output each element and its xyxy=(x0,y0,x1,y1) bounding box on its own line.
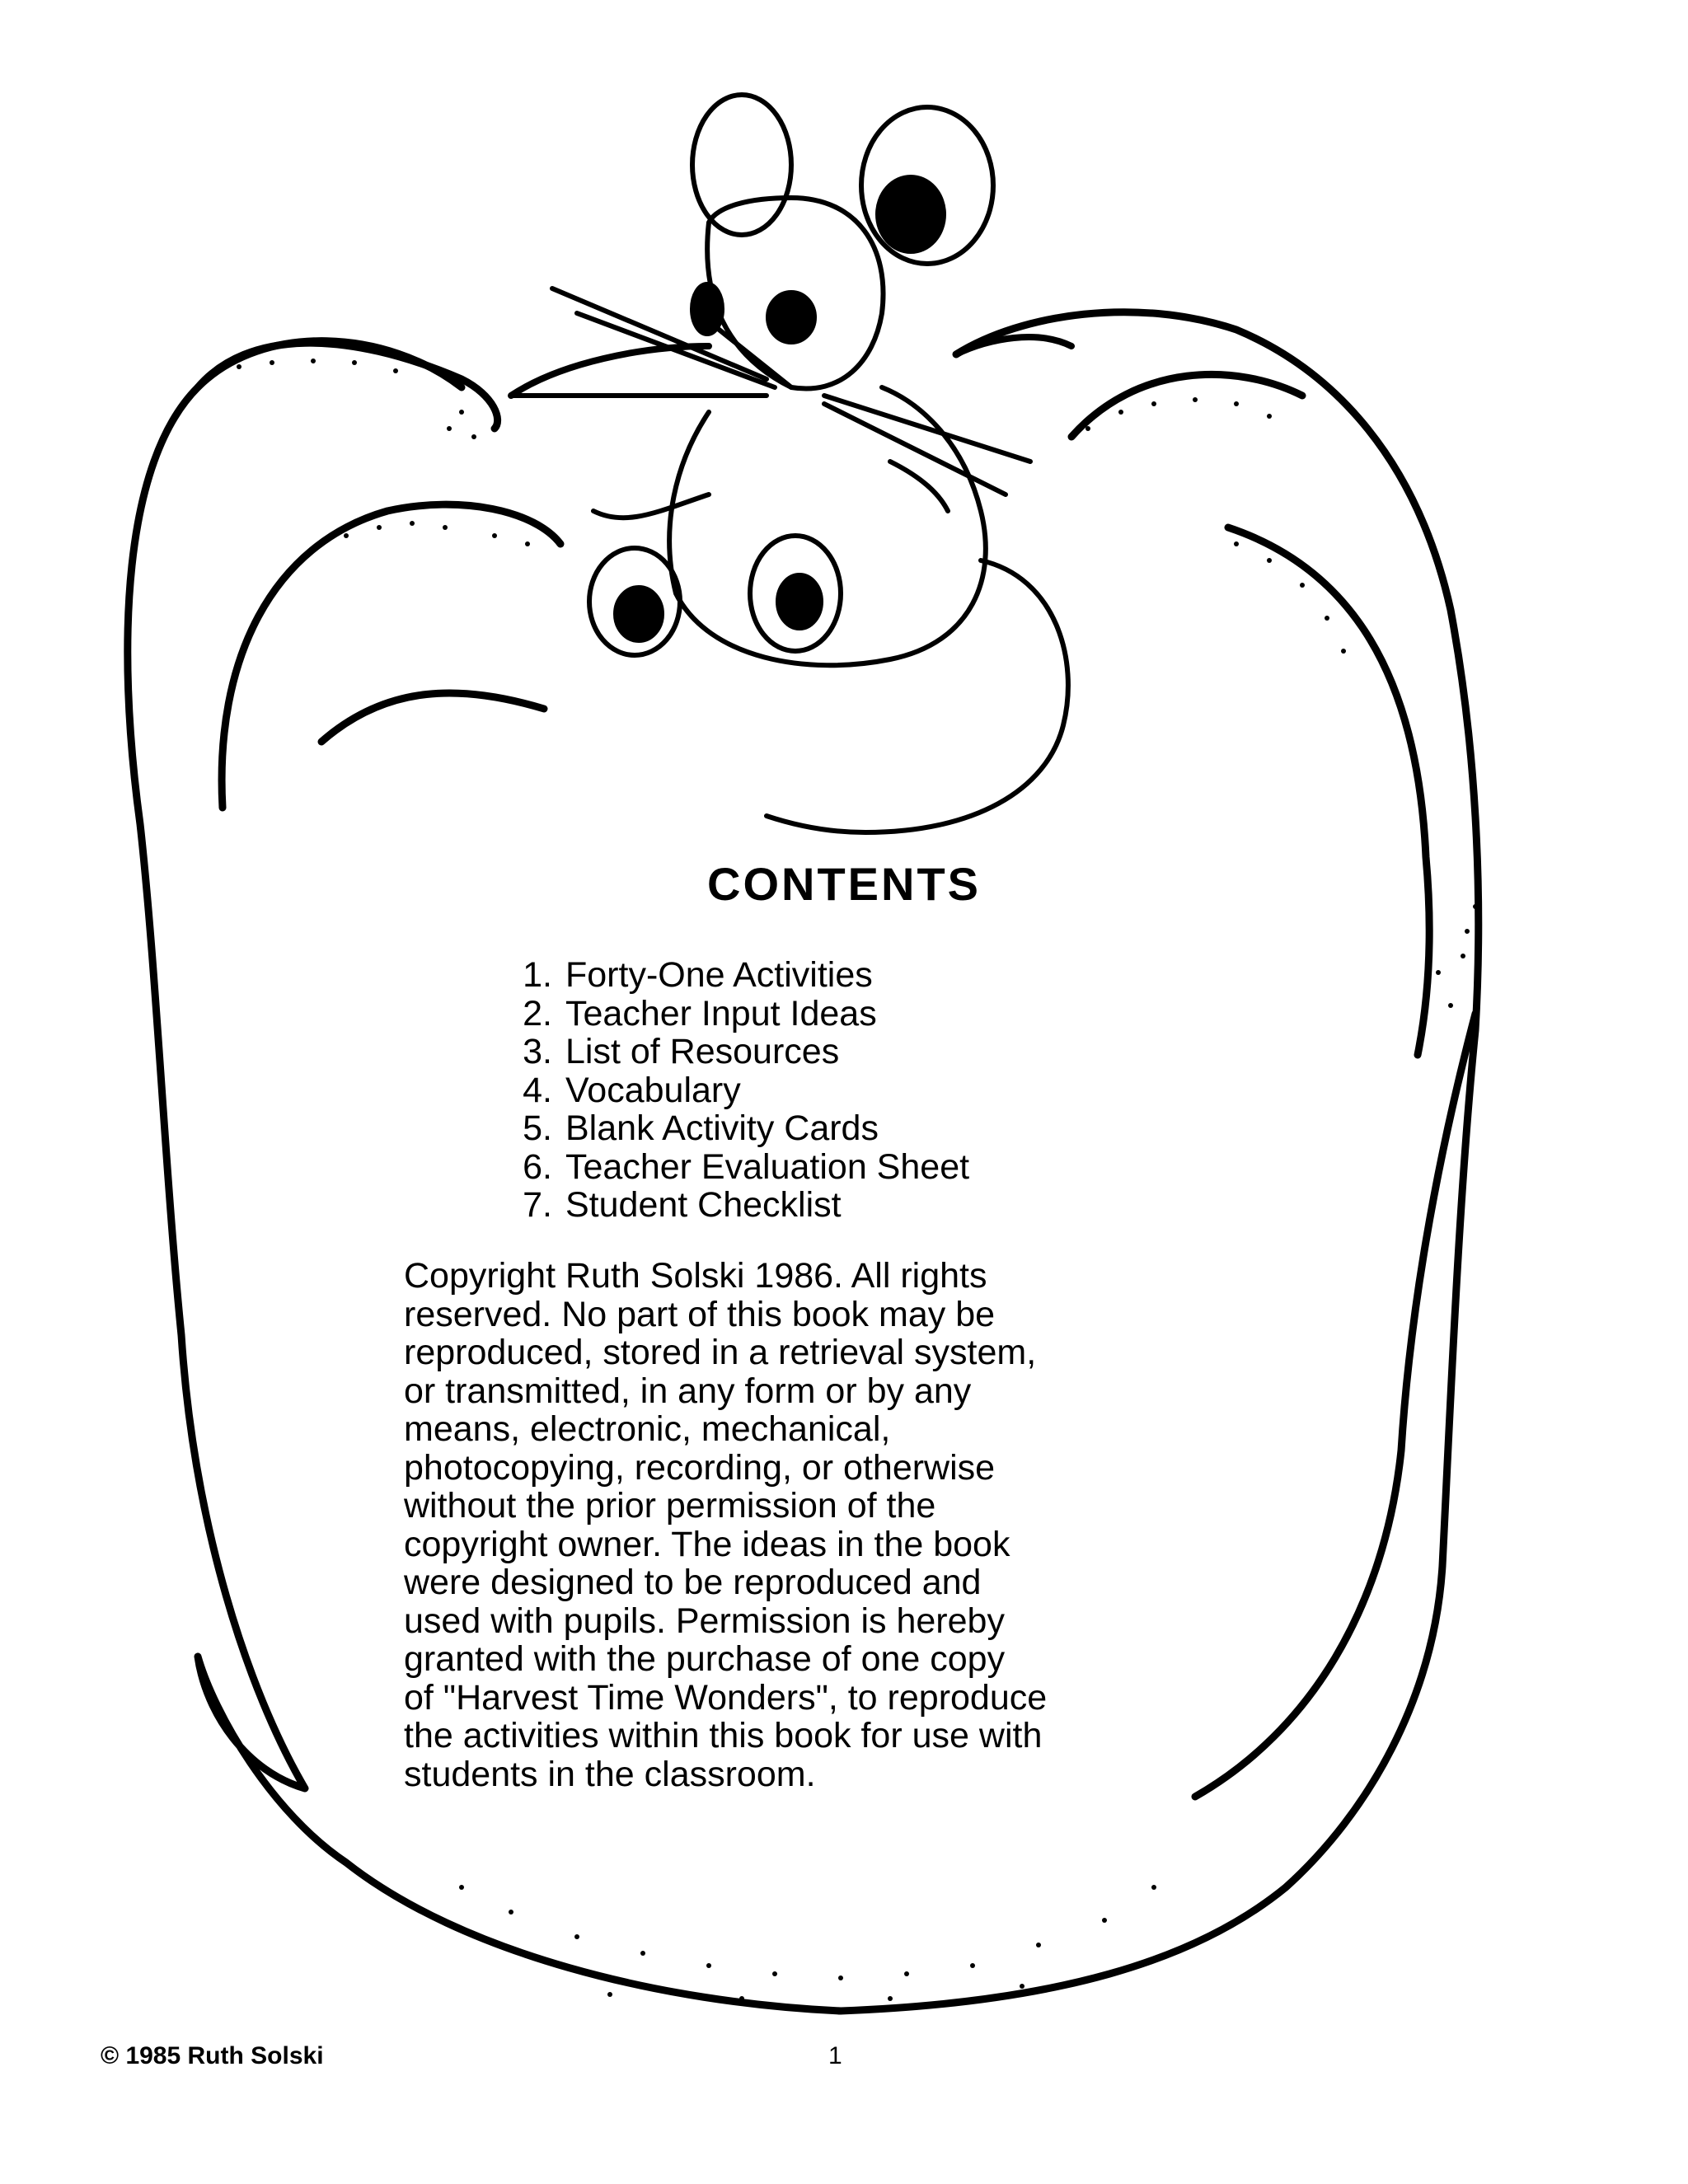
copyright-notice xyxy=(404,1257,1195,1793)
copyright-line: reproduced, stored in a retrieval system, xyxy=(404,1333,1037,1372)
list-item: 2. Teacher Input Ideas xyxy=(523,993,877,1033)
copyright-line: without the prior permission of the xyxy=(404,1486,936,1526)
copyright-line: reserved. No part of this book may be xyxy=(404,1294,996,1334)
copyright-line: photocopying, recording, or otherwise xyxy=(404,1447,996,1488)
pepper-top-right xyxy=(956,337,1071,354)
contents-item-label: Forty-One Activities xyxy=(565,955,873,995)
copyright-line: means, electronic, mechanical, xyxy=(404,1409,891,1449)
copyright-line: copyright owner. The ideas in the book xyxy=(404,1524,1010,1564)
pepper-right-side xyxy=(1195,1014,1475,1797)
list-item: 3. List of Resources xyxy=(523,1032,840,1071)
contents-item-label: Teacher Evaluation Sheet xyxy=(565,1146,970,1187)
pepper-right-lobe xyxy=(1071,374,1302,437)
page-number: 1 xyxy=(828,2042,842,2069)
contents-list xyxy=(495,956,969,1225)
copyright-line: were designed to be reproduced and xyxy=(404,1563,982,1602)
mouse-right-arm xyxy=(890,462,948,511)
contents-item-label: Blank Activity Cards xyxy=(565,1108,879,1148)
pepper-left-lobe xyxy=(198,343,498,429)
copyright-line: the activities within this book for use with xyxy=(404,1716,1043,1755)
list-item: 4. Vocabulary xyxy=(523,1070,741,1110)
list-item: 1. Forty-One Activities xyxy=(523,955,873,995)
contents-item-label: Vocabulary xyxy=(565,1070,741,1110)
list-item: 6. Teacher Evaluation Sheet xyxy=(523,1146,970,1187)
copyright-line: of "Harvest Time Wonders", to reproduce xyxy=(404,1677,1048,1718)
mouse-body xyxy=(669,387,986,665)
footer-copyright: © 1985 Ruth Solski xyxy=(101,2042,324,2069)
pepper-left-inner xyxy=(222,504,560,808)
contents-item-label: Teacher Input Ideas xyxy=(565,993,877,1033)
copyright-line: Copyright Ruth Solski 1986. All rights xyxy=(404,1256,987,1296)
copyright-line: students in the classroom. xyxy=(404,1754,816,1794)
mouse-right-eye xyxy=(768,293,814,342)
contents-item-label: List of Resources xyxy=(565,1032,840,1071)
list-item: 5. Blank Activity Cards xyxy=(523,1108,879,1148)
copyright-line: used with pupils. Permission is hereby xyxy=(404,1601,1005,1641)
copyright-line: or transmitted, in any form or by any xyxy=(404,1371,972,1411)
pepper-left-fold xyxy=(321,693,544,742)
contents-title: CONTENTS xyxy=(707,858,981,910)
mouse-left-ear xyxy=(692,95,791,235)
list-item: 7. Student Checklist xyxy=(523,1185,842,1225)
mouse-drawing xyxy=(511,95,1068,832)
contents-item-label: Student Checklist xyxy=(565,1185,842,1225)
pepper-right-inner xyxy=(1228,527,1429,1055)
copyright-line: granted with the purchase of one copy xyxy=(404,1639,1006,1679)
mouse-left-arm xyxy=(593,494,709,518)
